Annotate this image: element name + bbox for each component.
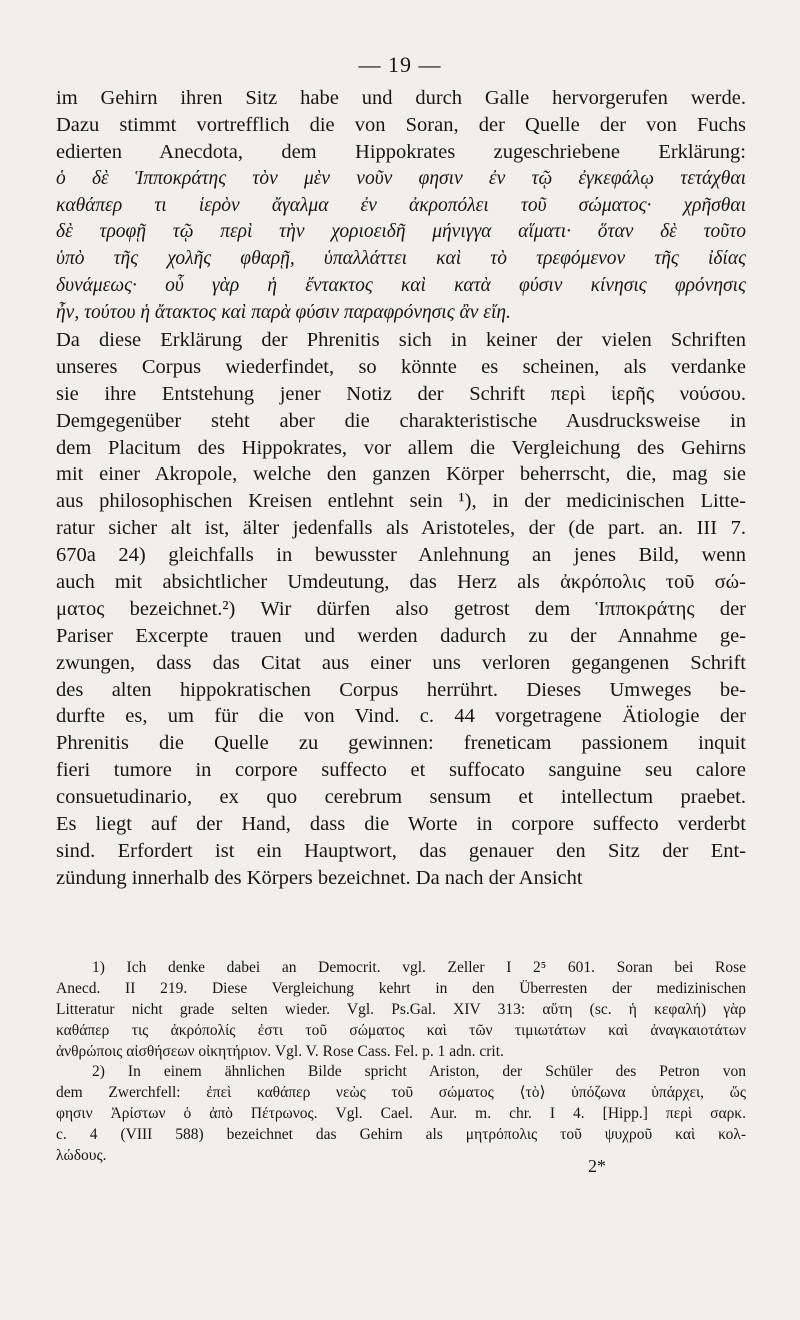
footnote-line: Anecd. II 219. Diese Vergleichung kehrt in den Überresten der medizinischen — [56, 979, 746, 997]
text-line: des alten hippokratischen Corpus herrührt. Dieses Umweges be- — [56, 678, 746, 701]
greek-quote-line: ὑπὸ τῆς χολῆς φθαρῇ, ὑπαλλάττει καὶ τὸ τρεφόμενον τῆς ἰδίας — [56, 248, 746, 270]
text-line: durfte es, um für die von Vind. c. 44 vorgetragene Ätiologie der — [56, 705, 746, 728]
text-line: consuetudinario, ex quo cerebrum sensum et intellectum praebet. — [56, 786, 746, 809]
signature-mark: 2* — [588, 1156, 606, 1176]
footnote-line: ἀνθρώποις αἰσθήσεων οἰκητήριον. Vgl. V. Rose Cass. Fel. p. 1 adn. crit. — [56, 1042, 504, 1060]
text-line: Da diese Erklärung der Phrenitis sich in keiner der vielen Schriften — [56, 329, 746, 352]
footnote-line: 2) In einem ähnlichen Bilde spricht Ariston, der Schüler des Petron von — [92, 1063, 746, 1081]
main-text — [56, 85, 746, 892]
footnote-line: Litteratur nicht grade selten wieder. Vgl. Ps.Gal. XIV 313: αὕτη (sc. ἡ κεφαλή) γὰρ — [56, 1000, 746, 1018]
text-line: aus philosophischen Kreisen entlehnt sein ¹), in der medicinischen Litte- — [56, 490, 746, 513]
text-line: mit einer Akropole, welche den ganzen Körper beherrscht, die, mag sie — [56, 463, 746, 486]
text-line: Pariser Excerpte trauen und werden dadurch zu der Annahme ge- — [56, 624, 746, 647]
greek-quote-line: δὲ τροφῇ τῷ περὶ τὴν χοριοειδῆ μήνιγγα αἵματι· ὅταν δὲ τοῦτο — [56, 221, 746, 243]
text-line: Demgegenüber steht aber die charakteristische Ausdrucksweise in — [56, 409, 746, 432]
text-line: im Gehirn ihren Sitz habe und durch Galle hervorgerufen werde. — [56, 87, 746, 109]
text-line: Dazu stimmt vortrefflich die von Soran, der Quelle der von Fuchs — [56, 113, 746, 136]
text-line: dem Placitum des Hippokrates, vor allem die Vergleichung des Gehirns — [56, 436, 746, 459]
footnote-line: 1) Ich denke dabei an Democrit. vgl. Zeller I 2⁵ 601. Soran bei Rose — [92, 959, 746, 976]
text-line: zwungen, dass das Citat aus einer uns verloren gegangenen Schrift — [56, 651, 746, 674]
footnote-line: καθάπερ τις ἀκρόπολίς ἐστι τοῦ σώματος καὶ τῶν τιμιωτάτων καὶ ἀναγκαιοτάτων — [56, 1021, 746, 1039]
text-line: zündung innerhalb des Körpers bezeichnet. Da nach der Ansicht — [56, 866, 583, 889]
page-number: — 19 — — [358, 52, 442, 77]
footnote-line: dem Zwerchfell: ἐπεὶ καθάπερ νεὼς τοῦ σώματος ⟨τὸ⟩ ὑπόζωνα ὑπάρχει, ὥς — [56, 1084, 746, 1102]
greek-quote-line: ἦν, τούτου ἡ ἄτακτος καὶ παρὰ φύσιν παραφρόνησις ἂν εἴη. — [56, 302, 511, 324]
greek-quote-line: καθάπερ τι ἱερὸν ἄγαλμα ἐν ἀκροπόλει τοῦ σώματος· χρῆσθαι — [56, 194, 746, 216]
footnote-line: c. 4 (VIII 588) bezeichnet das Gehirn als μητρόπολις τοῦ ψυχροῦ καὶ κολ- — [56, 1126, 746, 1144]
footnotes — [56, 958, 746, 1167]
text-line: sie ihre Entstehung jener Notiz der Schrift περὶ ἱερῆς νούσου. — [56, 382, 746, 405]
text-line: 670a 24) gleichfalls in bewusster Anlehnung an jenes Bild, wenn — [56, 544, 746, 567]
footnote-line: φησιν Ἀρίστων ὁ ἀπὸ Πέτρωνος. Vgl. Cael. Aur. m. chr. I 4. [Hipp.] περὶ σαρκ. — [56, 1105, 746, 1123]
footnote-line: λώδους. — [56, 1147, 107, 1165]
text-line: fieri tumore in corpore suffecto et suffocato sanguine seu calore — [56, 759, 746, 782]
text-line: ματος bezeichnet.²) Wir dürfen also getrost dem Ἱπποκράτης der — [56, 597, 746, 620]
text-line: Phrenitis die Quelle zu gewinnen: freneticam passionem inquit — [56, 732, 746, 755]
greek-quote-line: ὁ δὲ Ἱπποκράτης τὸν μὲν νοῦν φησιν ἐν τῷ ἐγκεφάλῳ τετάχθαι — [56, 167, 746, 189]
text-line: unseres Corpus wiederfindet, so könnte es scheinen, als verdanke — [56, 355, 746, 378]
greek-quote-line: δυνάμεως· οὗ γὰρ ἡ ἔντακτος καὶ κατὰ φύσιν κίνησις φρόνησις — [56, 275, 746, 297]
text-line: Es liegt auf der Hand, dass die Worte in corpore suffecto verderbt — [56, 813, 746, 836]
text-line: ratur sicher alt ist, älter jedenfalls als Aristoteles, der (de part. an. III 7. — [56, 517, 746, 540]
text-line: edierten Anecdota, dem Hippokrates zugeschriebene Erklärung: — [56, 140, 746, 163]
text-line: sind. Erfordert ist ein Hauptwort, das genauer den Sitz der Ent- — [56, 839, 746, 862]
text-line: auch mit absichtlicher Umdeutung, das Herz als ἀκρόπολις τοῦ σώ- — [56, 571, 746, 594]
